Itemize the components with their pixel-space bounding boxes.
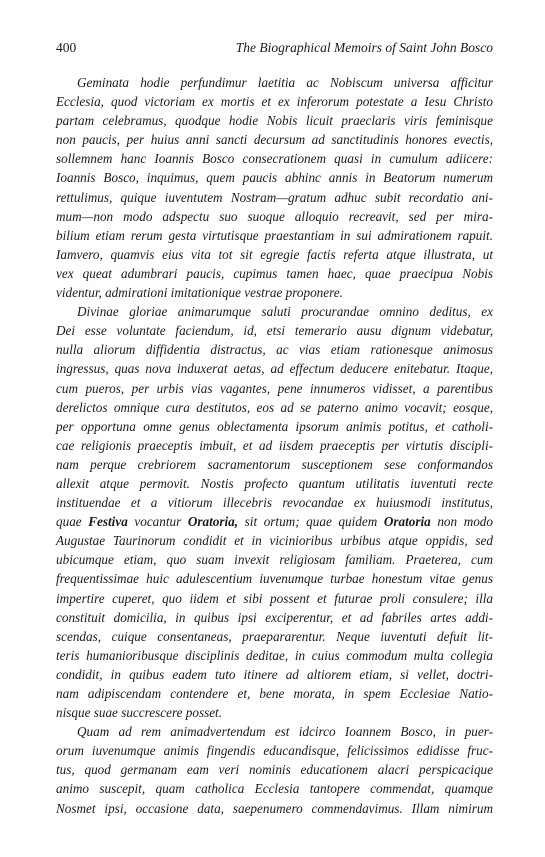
text-line: teris humanioribusque disciplinis deditae, in cuius commodum multa collegia — [56, 647, 493, 663]
text-line: Ioannis Bosco, inquimus, quem paucis abhinc annis in Beatorum numerum — [56, 170, 493, 186]
text-line: Dei esse voluntate faciendum, id, etsi temerario ausu dignum videbatur, — [56, 323, 493, 339]
text-line: vex queat adumbrari paucis, cupimus tamen haec, quae praecipua Nobis — [56, 265, 493, 281]
text-line: constituit domicilia, in quibus ipsi exciperentur, et ad fabriles artes addi- — [56, 609, 493, 625]
text-line: nam adipiscendam contendere et, bene morata, in spem Ecclesiae Natio- — [56, 686, 493, 701]
text-line: animo suscepit, quam catholica Ecclesia tantopere commendat, quamque — [56, 781, 493, 797]
text-line: Nosmet ipsi, occasione data, saepenumero commendavimus. Illam nimirum — [56, 800, 493, 816]
page-number: 400 — [56, 40, 77, 55]
text-line: Divinae gloriae animarumque saluti procurandae omnino deditus, ex — [77, 304, 493, 320]
text-line: nam perque crebriorem sacramentorum susceptionem sese conformandos — [56, 456, 493, 472]
text-line: condidit, in quibus eadem tuto itinere ad altiorem etiam, si vellet, doctri- — [56, 666, 493, 682]
text-line: Geminata hodie perfundimur laetitia ac Nobiscum universa afficitur — [77, 75, 493, 90]
paragraph — [56, 73, 493, 302]
text-line: ubicumque etiam, quo suam invexit religiosam familiam. Praeterea, cum — [56, 552, 493, 568]
text-line: mum—non modo adspectu suo suoque alloquio recreavit, sed per mira- — [56, 208, 493, 224]
text-line: Quam ad rem animadvertendum est idcirco Ioannem Bosco, in puer- — [77, 724, 493, 740]
text-line: non paucis, per huius anni sancti decursum ad sanctitudinis honores evectis, — [56, 132, 493, 148]
text-line: quae Festiva vocantur Oratoria, sit ortum; quae quidem Oratoria non modo — [56, 514, 493, 530]
text-line: per opportuna omne genus oblectamenta ipsorum animis potitus, et catholi- — [56, 418, 493, 434]
text-line: cum pueros, per urbis vias vagantes, pene innumeros vidisset, a parentibus — [56, 380, 493, 396]
running-head — [56, 40, 493, 56]
text-line: videntur, admirationi imitationique vestrae proponere. — [56, 285, 343, 301]
text-line: tus, quod germanam eam veri nominis educationem alacri perspicacique — [56, 762, 493, 778]
text-line: rettulimus, quique iuventutem Nostram—gratum adhuc subit recordatio ani- — [56, 189, 493, 205]
text-line: allexit atque permovit. Nostis profecto quantum utilitatis iuventuti recte — [56, 475, 493, 491]
paragraph — [56, 722, 493, 817]
text-line: nulla aliorum diffidentia distractus, ac vias etiam rationesque animosus — [56, 342, 493, 358]
text-line: scendas, cuique consentaneas, praepararentur. Neque iuventuti defuit lit- — [56, 628, 493, 644]
text-line: partam celebramus, quodque hodie Nobis licuit praeclaris viris feminisque — [56, 113, 493, 129]
text-line: bilium etiam rerum gesta virtutisque praestantiam in sui admirationem rapuit. — [56, 227, 493, 243]
text-line: cae religionis praeceptis imbuit, et ad iisdem praeceptis per virtutis discipli- — [56, 437, 493, 453]
text-line: frequentissimae huic adulescentium iuvenumque turbae honestum vitae genus — [56, 571, 493, 587]
text-line: derelictos omnique cura destitutos, eos ad se paterno animo vocavit; eosque, — [56, 399, 493, 415]
running-head-title: The Biographical Memoirs of Saint John Bosco — [235, 40, 493, 55]
text-line: Iamvero, quamvis eius vita tot sit egregie factis referta atque illustrata, ut — [56, 246, 493, 262]
text-line: sollemnem hanc Ioannis Bosco consecrationem quasi in cumulum adiicere: — [56, 151, 493, 167]
text-line: Augustae Taurinorum condidit et in vicinioribus urbibus atque oppidis, sed — [56, 533, 493, 549]
text-line: ingressus, quas nova induxerat aetas, ad effectum deducere enitebatur. Itaque, — [56, 361, 493, 377]
text-line: orum iuvenumque animis fingendis educandisque, felicissimos edidisse fruc- — [56, 743, 493, 759]
book-page — [56, 40, 493, 818]
text-line: nisque suae succrescere posset. — [56, 705, 223, 721]
text-line: impertire cuperet, quo iidem et sibi possent et futurae proli consulere; illa — [56, 590, 493, 606]
text-line: instituendae et a vitiorum illecebris revocandae ex huiusmodi institutus, — [56, 495, 493, 511]
body-text — [56, 73, 493, 818]
text-line: Ecclesia, quod victoriam ex mortis et ex inferorum potestate a Iesu Christo — [56, 94, 493, 110]
paragraph — [56, 302, 493, 722]
